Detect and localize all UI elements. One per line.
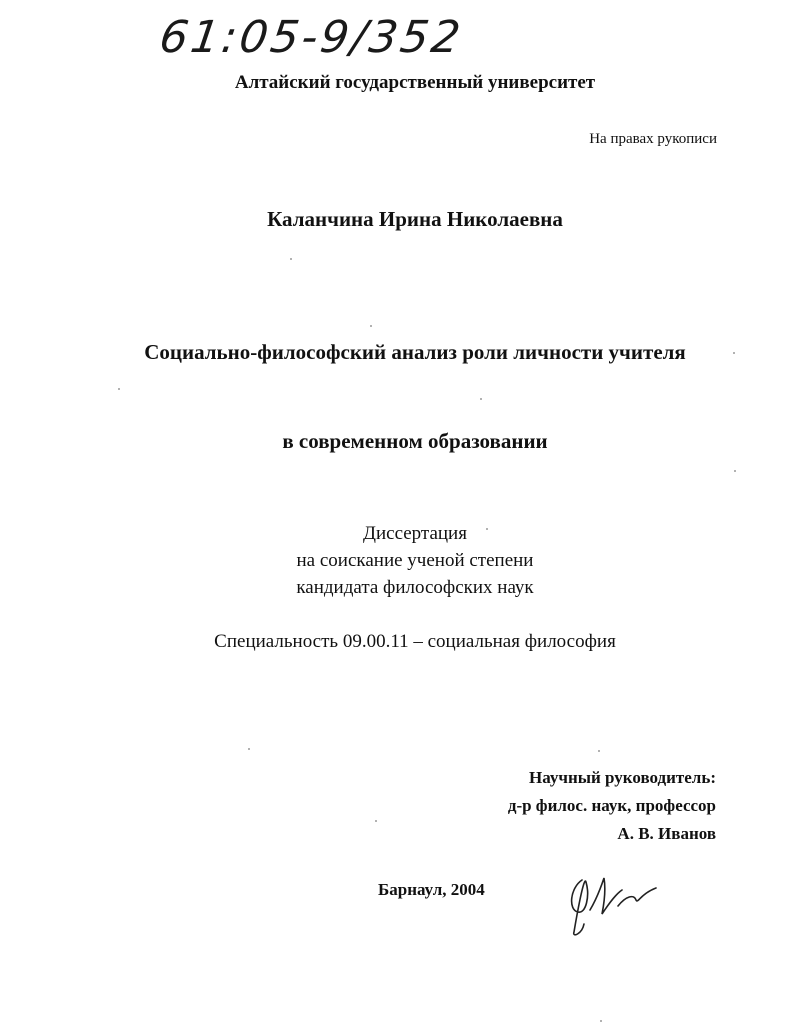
city-year: Барнаул, 2004: [378, 880, 485, 899]
manuscript-rights-note: На правах рукописи: [589, 131, 717, 147]
handwritten-archive-code: 61:05-9/352: [156, 12, 467, 63]
genre-line-2: на соискание ученой степени: [296, 550, 534, 571]
scan-speck: [486, 528, 488, 530]
scan-speck: [370, 325, 372, 327]
author-name: Каланчина Ирина Николаевна: [267, 207, 563, 231]
scan-speck: [375, 820, 377, 822]
supervisor-label: Научный руководитель:: [529, 768, 716, 787]
thesis-title-line-1: Социально-философский анализ роли личности учителя: [144, 340, 686, 364]
supervisor-degree: д-р филос. наук, профессор: [507, 796, 716, 815]
genre-line-1: Диссертация: [363, 523, 467, 544]
university-name: Алтайский государственный университет: [234, 72, 596, 93]
genre-line-3: кандидата философских наук: [296, 577, 534, 598]
scan-speck: [248, 748, 250, 750]
scan-speck: [290, 258, 292, 260]
thesis-title-line-2: в современном образовании: [282, 429, 548, 453]
scan-speck: [733, 352, 735, 354]
scan-speck: [600, 1020, 602, 1022]
handwritten-signature: [560, 860, 670, 940]
supervisor-name: А. В. Иванов: [617, 824, 716, 843]
scan-speck: [598, 750, 600, 752]
specialty-line: Специальность 09.00.11 – социальная философия: [214, 631, 616, 652]
scan-speck: [734, 470, 736, 472]
scan-speck: [118, 388, 120, 390]
scan-speck: [480, 398, 482, 400]
